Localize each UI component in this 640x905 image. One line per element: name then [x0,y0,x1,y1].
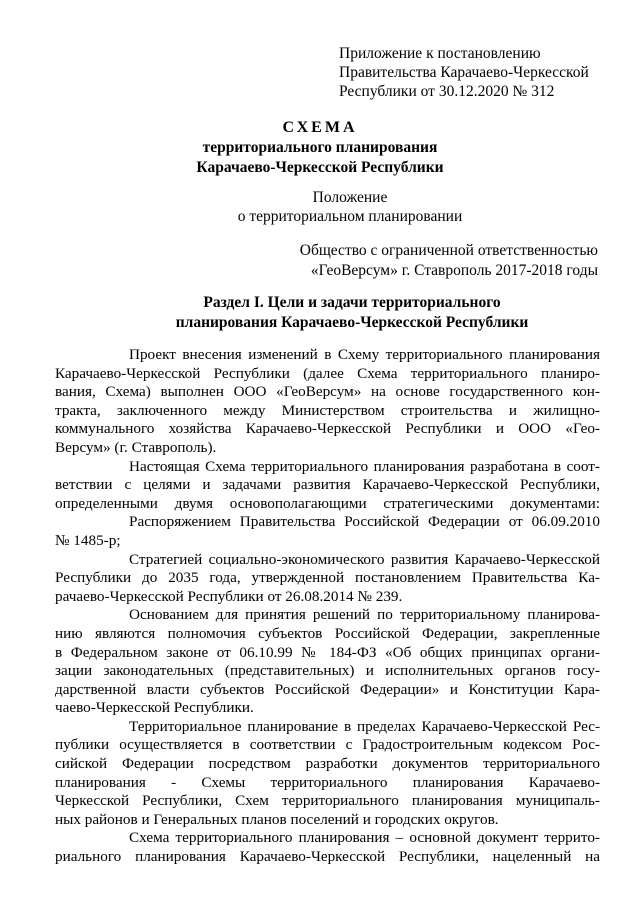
subtitle-line: Положение [312,189,388,206]
text-line: Настоящая Схема территориального планирования разработана в соот- [129,457,600,475]
text-line: Территориальное планирование в пределах Карачаево-Черкесской Рес- [129,717,600,735]
text-line: Проект внесения изменений в Схему территориального планирования [129,346,600,363]
section-heading-line: Раздел I. Цели и задачи территориального [203,294,501,311]
text-line: чаево-Черкесской Республики. [55,699,254,717]
subtitle-line: о территориальном планировании [237,208,463,225]
document-subtitle [30,188,640,226]
body-text [55,346,600,867]
company-line: Общество с ограниченной ответственностью [299,242,598,259]
text-line: в Федеральном законе от 06.10.99 № 184-ФЗ «Об общих принципах органи- [55,643,600,661]
text-line: дарственной власти субъектов Российской Федерации» и Конституции Кара- [55,680,600,698]
text-line: Распоряжением Правительства Российской Федерации от 06.09.2010 [129,513,600,531]
section-heading [32,293,640,332]
text-line: Черкесской Республики, Схем территориального планирования муниципаль- [55,792,600,810]
section-heading-line: планирования Карачаево-Черкесской Республики [175,313,529,331]
appendix-line: Правительства Карачаево-Черкесской [339,64,589,81]
text-line: ветствии с целями и задачами развития Карачаево-Черкесской Республики, [55,476,600,494]
text-line: публики осуществляется в соответствии с Градостроительным кодексом Рос- [55,736,600,754]
text-line: нию являются полномочия субъектов Российской Федерации, закрепленные [55,624,600,642]
schema-title [0,138,640,178]
text-line: Карачаево-Черкесской Республики (далее Схема территориального планиро- [55,364,600,382]
text-line: сийской Федерации посредством разработки документов территориального [55,755,600,773]
text-line: Основанием для принятия решений по территориальному планирова- [129,606,600,624]
text-line: риального планирования Карачаево-Черкесской Республики, нацеленный на [55,848,600,866]
text-line: Схема территориального планирования – основной документ террито- [129,829,600,847]
schema-title-line: Карачаево-Черкесской Республики [196,159,444,176]
text-line: планирования - Схемы территориального планирования Карачаево- [55,773,600,791]
schema-title-line: территориального планирования [202,139,438,156]
appendix-line: Приложение к постановлению [339,45,541,62]
text-line: коммунального хозяйства Карачаево-Черкесской Республики и ООО «Гео- [55,420,600,438]
text-line: Стратегией социально-экономического развития Карачаево-Черкесской [129,550,600,568]
schema-heading: СХЕМА [282,119,358,136]
appendix-line: Республики от 30.12.2020 № 312 [339,83,555,100]
text-line: № 1485-р; [55,531,121,549]
developer-company [300,241,598,280]
text-line: определенными двумя основополагающими стратегическими документами: [55,494,600,512]
text-line: зации законодательных (представительных) и исполнительных органов госу- [55,662,600,680]
text-line: Версум» (г. Ставрополь). [55,438,217,456]
text-line: вания, Схема) выполнен ООО «ГеоВерсум» на основе государственного кон- [55,383,600,401]
text-line: ных районов и Генеральных планов поселений и городских округов. [55,810,499,828]
text-line: рачаево-Черкесской Республики от 26.08.2014 № 239. [55,587,403,605]
appendix-note [339,44,599,101]
company-line: «ГеоВерсум» г. Ставрополь 2017-2018 годы [310,261,598,279]
text-line: тракта, заключенного между Министерством строительства и жилищно- [55,401,600,419]
text-line: Республики до 2035 года, утвержденной постановлением Правительства Ка- [55,569,600,587]
